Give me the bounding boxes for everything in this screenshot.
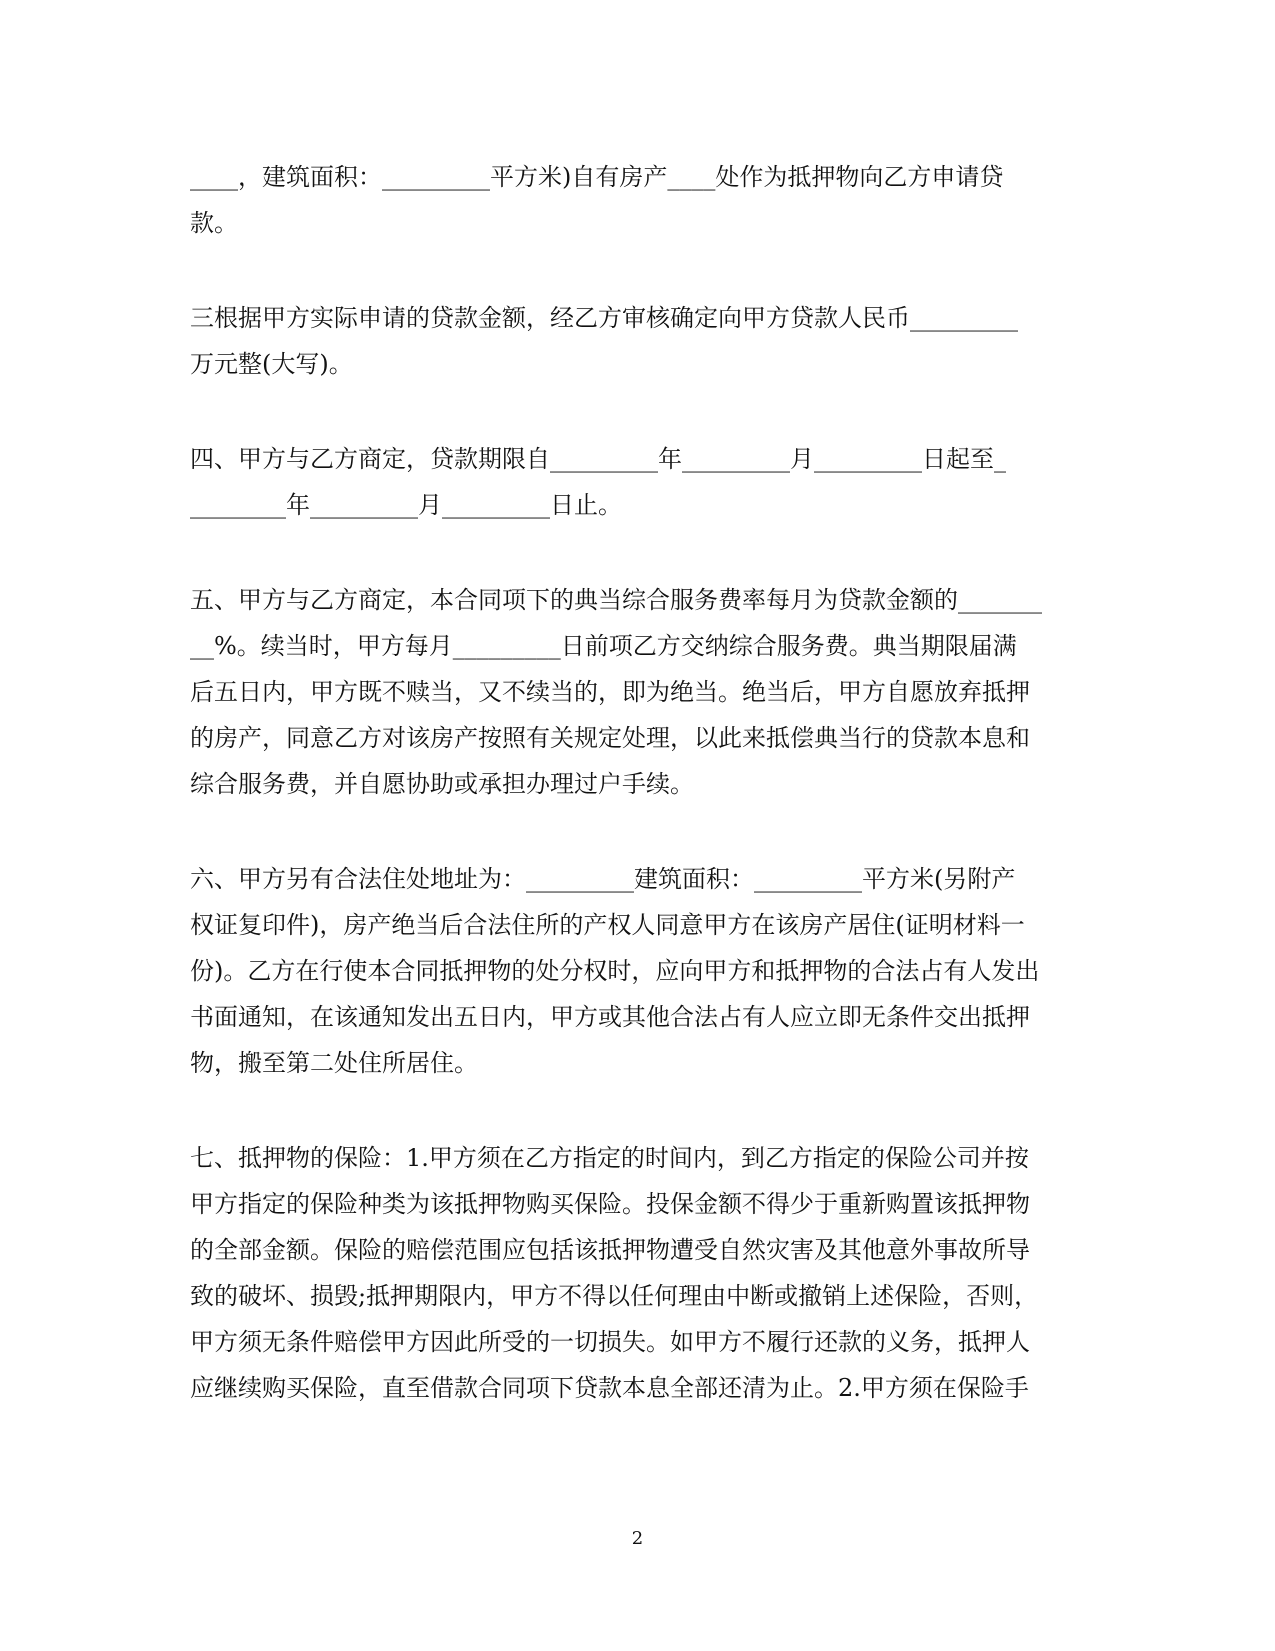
paragraph-6-line-2: 甲方指定的保险种类为该抵押物购买保险。投保金额不得少于重新购置该抵押物 <box>190 1190 1030 1218</box>
paragraph-4-line-2: __%。续当时，甲方每月_________日前项乙方交纳综合服务费。典当期限届满 <box>190 632 1017 660</box>
paragraph-6-line-5: 甲方须无条件赔偿甲方因此所受的一切损失。如甲方不履行还款的义务，抵押人 <box>190 1328 1030 1356</box>
paragraph-6-line-6: 应继续购买保险，直至借款合同项下贷款本息全部还清为止。2.甲方须在保险手 <box>190 1374 1029 1402</box>
paragraph-5-line-4: 书面通知，在该通知发出五日内，甲方或其他合法占有人应立即无条件交出抵押 <box>190 1003 1030 1031</box>
paragraph-4-line-4: 的房产，同意乙方对该房产按照有关规定处理，以此来抵偿典当行的贷款本息和 <box>190 724 1030 752</box>
paragraph-1-line-2: 款。 <box>190 209 238 237</box>
paragraph-4-line-5: 综合服务费，并自愿协助或承担办理过户手续。 <box>190 770 694 798</box>
paragraph-5-line-1: 六、甲方另有合法住处地址为：_________建筑面积：_________平方米(另附产 <box>190 865 1016 893</box>
paragraph-2-line-2: 万元整(大写)。 <box>190 350 353 378</box>
paragraph-4-line-1: 五、甲方与乙方商定，本合同项下的典当综合服务费率每月为贷款金额的_______ <box>190 586 1042 614</box>
paragraph-5-line-3: 份)。乙方在行使本合同抵押物的处分权时，应向甲方和抵押物的合法占有人发出 <box>190 957 1040 985</box>
paragraph-3-line-2: ________年_________月_________日止。 <box>190 491 622 519</box>
paragraph-6-line-4: 致的破坏、损毁;抵押期限内，甲方不得以任何理由中断或撤销上述保险，否则， <box>190 1282 1039 1310</box>
paragraph-1-line-1: ____，建筑面积：_________平方米)自有房产____处作为抵押物向乙方申请贷 <box>190 163 1004 191</box>
paragraph-3-line-1: 四、甲方与乙方商定，贷款期限自_________年_________月_________日起至_ <box>190 445 1006 473</box>
paragraph-2-line-1: 三根据甲方实际申请的贷款金额，经乙方审核确定向甲方贷款人民币_________ <box>190 304 1018 332</box>
paragraph-6-line-3: 的全部金额。保险的赔偿范围应包括该抵押物遭受自然灾害及其他意外事故所导 <box>190 1236 1030 1264</box>
paragraph-4-line-3: 后五日内，甲方既不赎当，又不续当的，即为绝当。绝当后，甲方自愿放弃抵押 <box>190 678 1030 706</box>
paragraph-5-line-2: 权证复印件)，房产绝当后合法住所的产权人同意甲方在该房产居住(证明材料一 <box>190 911 1025 939</box>
paragraph-5-line-5: 物，搬至第二处住所居住。 <box>190 1049 478 1077</box>
paragraph-6-line-1: 七、抵押物的保险：1.甲方须在乙方指定的时间内，到乙方指定的保险公司并按 <box>190 1144 1029 1172</box>
page-number: 2 <box>631 1528 644 1549</box>
